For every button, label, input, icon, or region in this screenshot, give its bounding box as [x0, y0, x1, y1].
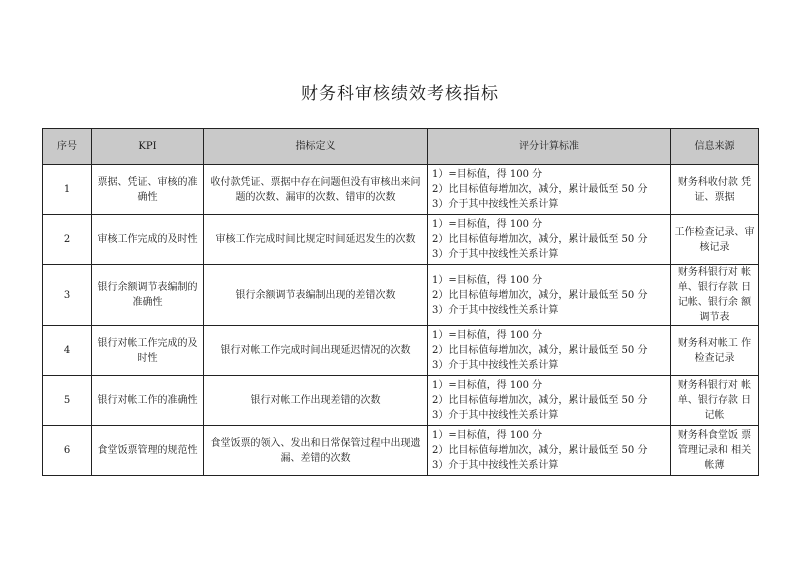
kpi-table: [42, 128, 759, 476]
scoring-standard: [428, 165, 671, 215]
scoring-line: 2）比目标值每增加次，减分，累计最低至 50 分: [432, 234, 648, 245]
scoring-line: 1）=目标值，得 100 分: [432, 380, 543, 391]
scoring-line: 1）=目标值，得 100 分: [432, 274, 543, 286]
scoring-standard: [428, 326, 671, 376]
table-row: [43, 215, 759, 265]
kpi-definition: 银行余额调节表编制出现的差错次数: [204, 265, 428, 326]
row-number: 2: [43, 215, 92, 265]
info-source: 财务科对帐工 作检查记录: [671, 326, 759, 376]
scoring-line: 3）介于其中按线性关系计算: [432, 460, 559, 471]
row-number: 4: [43, 326, 92, 376]
scoring-line: 2）比目标值每增加次，减分，累计最低至 50 分: [432, 184, 648, 195]
scoring-line: 1）=目标值，得 100 分: [432, 219, 543, 230]
header-kpi: KPI: [92, 129, 204, 165]
kpi-name: 食堂饭票管理的规范性: [92, 426, 204, 476]
kpi-definition: 银行对帐工作出现差错的次数: [204, 376, 428, 426]
table-row: [43, 326, 759, 376]
scoring-standard: [428, 376, 671, 426]
row-number: 3: [43, 265, 92, 326]
scoring-line: 1）=目标值，得 100 分: [432, 169, 543, 180]
table-row: [43, 165, 759, 215]
scoring-line: 1）=目标值，得 100 分: [432, 330, 543, 341]
scoring-line: 2）比目标值每增加次，减分，累计最低至 50 分: [432, 345, 648, 356]
header-num: 序号: [43, 129, 92, 165]
info-source: 财务科银行对 帐单、银行存款 日记帐: [671, 376, 759, 426]
kpi-name: 票据、凭证、审核的准确性: [92, 165, 204, 215]
info-source: 财务科银行对 帐单、银行存款 日记帐、银行余 额调节表: [671, 265, 759, 326]
scoring-standard: [428, 265, 671, 326]
header-source: 信息来源: [671, 129, 759, 165]
scoring-line: 2）比目标值每增加次，减分，累计最低至 50 分: [432, 289, 648, 301]
kpi-definition: 银行对帐工作完成时间出现延迟情况的次数: [204, 326, 428, 376]
kpi-name: 银行余额调节表编制的准确性: [92, 265, 204, 326]
table-row: [43, 376, 759, 426]
scoring-line: 1）=目标值，得 100 分: [432, 430, 543, 441]
scoring-standard: [428, 426, 671, 476]
table-row: [43, 426, 759, 476]
header-definition: 指标定义: [204, 129, 428, 165]
scoring-line: 3）介于其中按线性关系计算: [432, 360, 559, 371]
scoring-line: 3）介于其中按线性关系计算: [432, 304, 559, 316]
scoring-line: 3）介于其中按线性关系计算: [432, 199, 559, 210]
kpi-name: 银行对帐工作完成的及时性: [92, 326, 204, 376]
row-number: 1: [43, 165, 92, 215]
scoring-standard: [428, 215, 671, 265]
info-source: 工作检查记录、审核记录: [671, 215, 759, 265]
kpi-definition: 收付款凭证、票据中存在问题但没有审核出来问题的次数、漏审的次数、错审的次数: [204, 165, 428, 215]
row-number: 6: [43, 426, 92, 476]
scoring-line: 3）介于其中按线性关系计算: [432, 249, 559, 260]
kpi-definition: 食堂饭票的领入、发出和日常保管过程中出现遗漏、差错的次数: [204, 426, 428, 476]
scoring-line: 2）比目标值每增加次，减分，累计最低至 50 分: [432, 395, 648, 406]
info-source: 财务科食堂饭 票管理记录和 相关帐薄: [671, 426, 759, 476]
kpi-definition: 审核工作完成时间比规定时间延迟发生的次数: [204, 215, 428, 265]
table-body: [43, 165, 759, 476]
table-header-row: [43, 129, 759, 165]
kpi-name: 审核工作完成的及时性: [92, 215, 204, 265]
row-number: 5: [43, 376, 92, 426]
scoring-line: 3）介于其中按线性关系计算: [432, 410, 559, 421]
document-title: 财务科审核绩效考核指标: [301, 84, 499, 104]
header-scoring: 评分计算标准: [428, 129, 671, 165]
table-row: [43, 265, 759, 326]
info-source: 财务科收付款 凭证、票据: [671, 165, 759, 215]
scoring-line: 2）比目标值每增加次，减分，累计最低至 50 分: [432, 445, 648, 456]
kpi-name: 银行对帐工作的准确性: [92, 376, 204, 426]
